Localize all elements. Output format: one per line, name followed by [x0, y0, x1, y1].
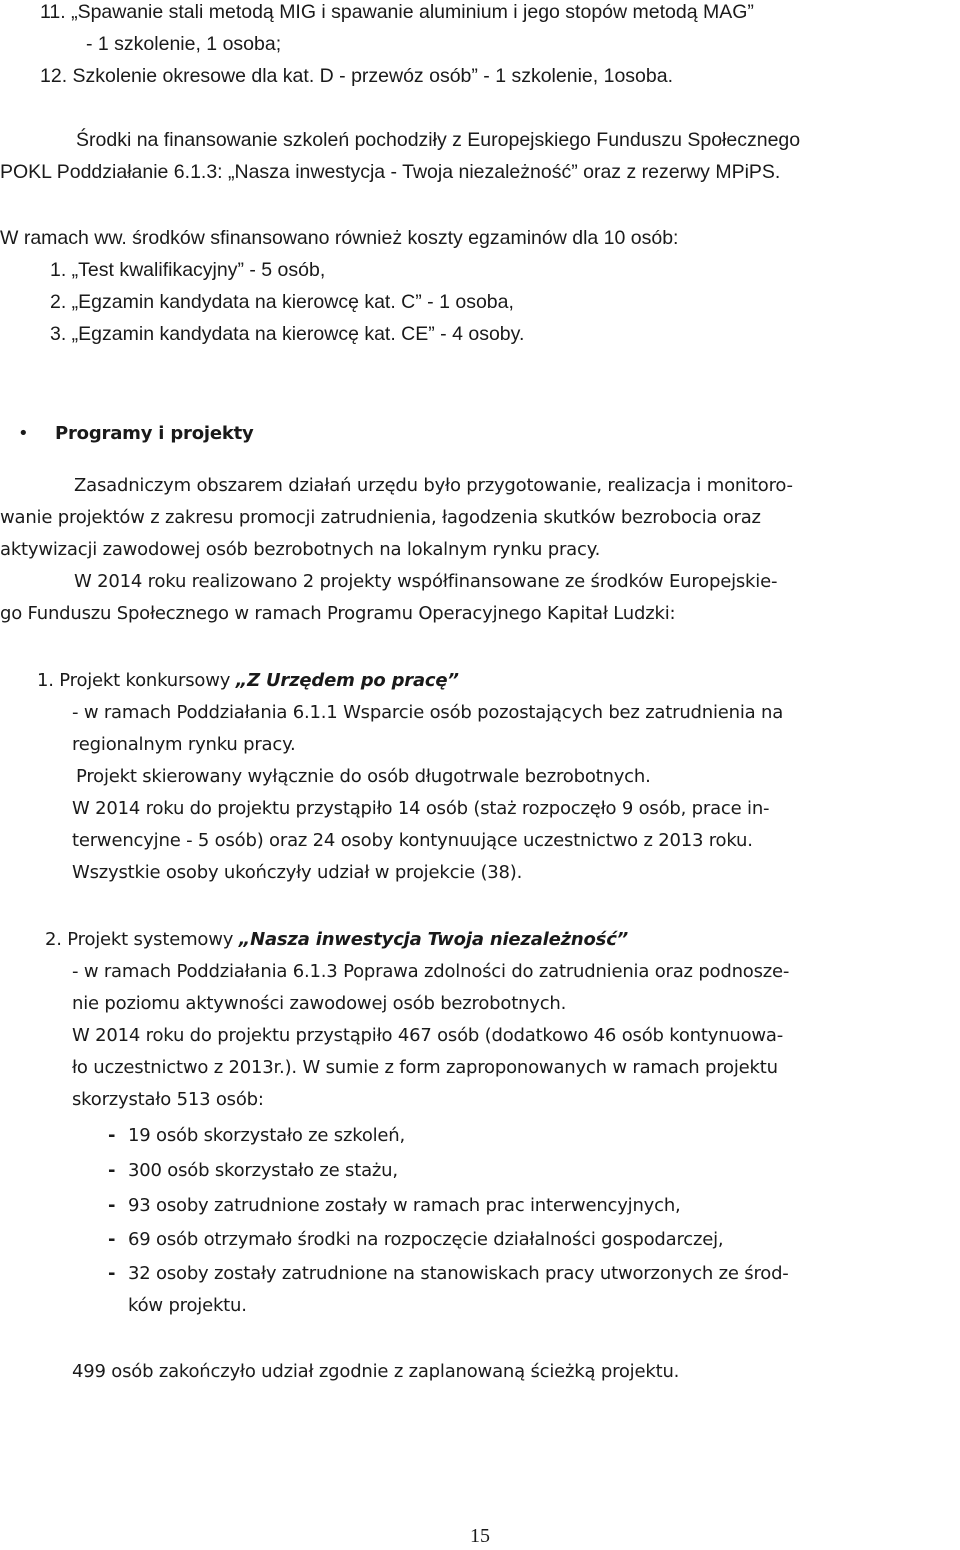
- project2-prefix: 2. Projekt systemowy: [45, 929, 239, 950]
- project2-line2: - w ramach Poddziałania 6.1.3 Poprawa zdolności do zatrudnienia oraz podnosze-: [72, 961, 790, 982]
- list-item-5-line2: ków projektu.: [128, 1295, 247, 1316]
- project2-line6: skorzystało 513 osób:: [72, 1089, 264, 1110]
- project1-title: [37, 665, 459, 697]
- para2-line2: go Funduszu Społecznego w ramach Programu Operacyjnego Kapitał Ludzki:: [0, 603, 676, 624]
- exam-item-3: 3. „Egzamin kandydata na kierowcę kat. CE” - 4 osoby.: [50, 323, 525, 345]
- exam-item-1: 1. „Test kwalifikacyjny” - 5 osób,: [50, 259, 326, 281]
- list-dash-3: -: [108, 1195, 116, 1216]
- page-number: 15: [470, 1525, 490, 1547]
- list-item-5-line1: 32 osoby zostały zatrudnione na stanowiskach pracy utworzonych ze środ-: [128, 1263, 789, 1284]
- project2-title: [45, 924, 628, 956]
- project1-line5: W 2014 roku do projektu przystąpiło 14 osób (staż rozpoczęło 9 osób, prace in-: [72, 798, 770, 819]
- list-dash-5: -: [108, 1263, 116, 1284]
- para2-line1: W 2014 roku realizowano 2 projekty współfinansowane ze środków Europejskie-: [74, 571, 778, 592]
- list-item-2: 300 osób skorzystało ze stażu,: [128, 1160, 398, 1181]
- project1-prefix: 1. Projekt konkursowy: [37, 670, 236, 691]
- project1-name: „Z Urzędem po pracę”: [235, 670, 459, 691]
- project2-name: „Nasza inwestycja Twoja niezależność”: [238, 929, 629, 950]
- list-item-3: 93 osoby zatrudnione zostały w ramach prac interwencyjnych,: [128, 1195, 681, 1216]
- section-heading: Programy i projekty: [55, 423, 254, 444]
- project1-line3: regionalnym rynku pracy.: [72, 734, 296, 755]
- project1-line4: Projekt skierowany wyłącznie do osób długotrwale bezrobotnych.: [76, 766, 651, 787]
- funds-line-1: Środki na finansowanie szkoleń pochodziły z Europejskiego Funduszu Społecznego: [76, 129, 801, 151]
- list-dash-2: -: [108, 1160, 116, 1181]
- item-12: 12. Szkolenie okresowe dla kat. D - przewóz osób” - 1 szkolenie, 1osoba.: [40, 65, 673, 87]
- project1-line7: Wszystkie osoby ukończyły udział w projekcie (38).: [72, 862, 523, 883]
- closing-line: 499 osób zakończyło udział zgodnie z zaplanowaną ścieżką projektu.: [72, 1361, 680, 1382]
- list-item-1: 19 osób skorzystało ze szkoleń,: [128, 1125, 406, 1146]
- exam-item-2: 2. „Egzamin kandydata na kierowcę kat. C” - 1 osoba,: [50, 291, 514, 313]
- list-item-4: 69 osób otrzymało środki na rozpoczęcie działalności gospodarczej,: [128, 1229, 724, 1250]
- project2-line5: ło uczestnictwo z 2013r.). W sumie z form zaproponowanych w ramach projektu: [72, 1057, 778, 1078]
- list-dash-4: -: [108, 1229, 116, 1250]
- funds-line-2: POKL Poddziałanie 6.1.3: „Nasza inwestycja - Twoja niezależność” oraz z rezerwy MPiPS.: [0, 161, 781, 183]
- para1-line2: [0, 502, 960, 534]
- list-dash-1: -: [108, 1125, 116, 1146]
- project1-line2: - w ramach Poddziałania 6.1.1 Wsparcie osób pozostających bez zatrudnienia na: [72, 702, 784, 723]
- para1-line2-text: wanie projektów z zakresu promocji zatrudnienia, łagodzenia skutków bezrobocia oraz: [0, 507, 761, 528]
- exams-intro: W ramach ww. środków sfinansowano również koszty egzaminów dla 10 osób:: [0, 227, 679, 249]
- item-11-line-2: - 1 szkolenie, 1 osoba;: [86, 33, 282, 55]
- project1-line6: terwencyjne - 5 osób) oraz 24 osoby kontynuujące uczestnictwo z 2013 roku.: [72, 830, 753, 851]
- para1-line3: aktywizacji zawodowej osób bezrobotnych na lokalnym rynku pracy.: [0, 539, 601, 560]
- project2-line3: nie poziomu aktywności zawodowej osób bezrobotnych.: [72, 993, 567, 1014]
- para1-line1: Zasadniczym obszarem działań urzędu było przygotowanie, realizacja i monitoro-: [74, 475, 793, 496]
- section-bullet: •: [18, 423, 29, 444]
- item-11-line-1: 11. „Spawanie stali metodą MIG i spawanie aluminium i jego stopów metodą MAG”: [40, 1, 754, 23]
- project2-line4: W 2014 roku do projektu przystąpiło 467 osób (dodatkowo 46 osób kontynuowa-: [72, 1025, 784, 1046]
